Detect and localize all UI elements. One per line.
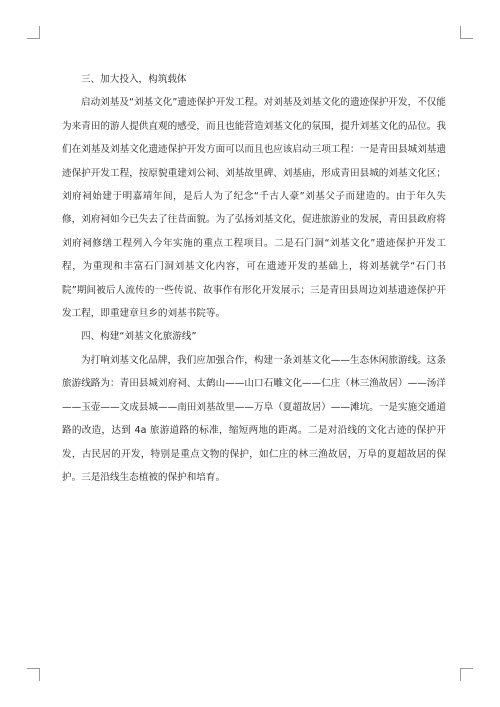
section-three-paragraph: 启动刘基及“刘基文化”遗迹保护开发工程。对刘基及刘基文化的遗迹保护开发，不仅能为来青田的游人提供直观的感受，而且也能营造刘基文化的氛围，提升刘基文化的品位。我们在刘基及刘基文化遗迹保护开发方面可以而且也应该启动三项工程：一是青田县城刘基遗迹保护开发工程，按原貌重建刘公祠、刘基故里碑、刘基庙，形成青田县城的刘基文化区；刘府祠始建于明嘉靖年间，是后人为了纪念“千古人豪”刘基父子而建造的。由于年久失修，刘府祠如今已失去了往昔面貌。为了弘扬刘基文化，促进旅游业的发展，青田县政府将刘府祠修缮工程列入今年实施的重点工程项目。二是石门洞“刘基文化”遗迹保护开发工程，为重现和丰富石门洞刘基文化内容，可在遗迹开发的基础上，将刘基就学“石门书院”期间被后人流传的一些传说、故事作有形化开发展示；三是青田县周边刘基遗迹保护开发工程，即重建章旦乡的刘基书院等。 <box>62 97 446 320</box>
document-body <box>62 68 446 489</box>
crop-mark-top-left <box>27 26 40 39</box>
crop-mark-top-right <box>460 26 473 39</box>
crop-mark-bottom-right <box>460 668 473 681</box>
section-three-heading: 三、加大投入，构筑载体 <box>81 74 187 85</box>
crop-mark-bottom-left <box>27 668 40 681</box>
section-four-heading: 四、构建“刘基文化旅游线” <box>81 331 197 343</box>
section-four-paragraph: 为打响刘基文化品牌，我们应加强合作，构建一条刘基文化——生态休闲旅游线。这条旅游线路为：青田县城刘府祠、太鹤山——山口石雕文化——仁庄（林三渔故居）——汤洋——玉壶——文成县城——南田刘基故里——万阜（夏超故居）——滩坑。一是实施交通道路的改造，达到 4a 旅游道路的标准，缩短两地的距离。二是对沿线的文化古迹的保护开发，古民居的开发，特别是重点文物的保护，如仁庄的林三渔故居，万阜的夏超故居的保护。三是沿线生态植被的保护和培育。 <box>62 354 446 483</box>
